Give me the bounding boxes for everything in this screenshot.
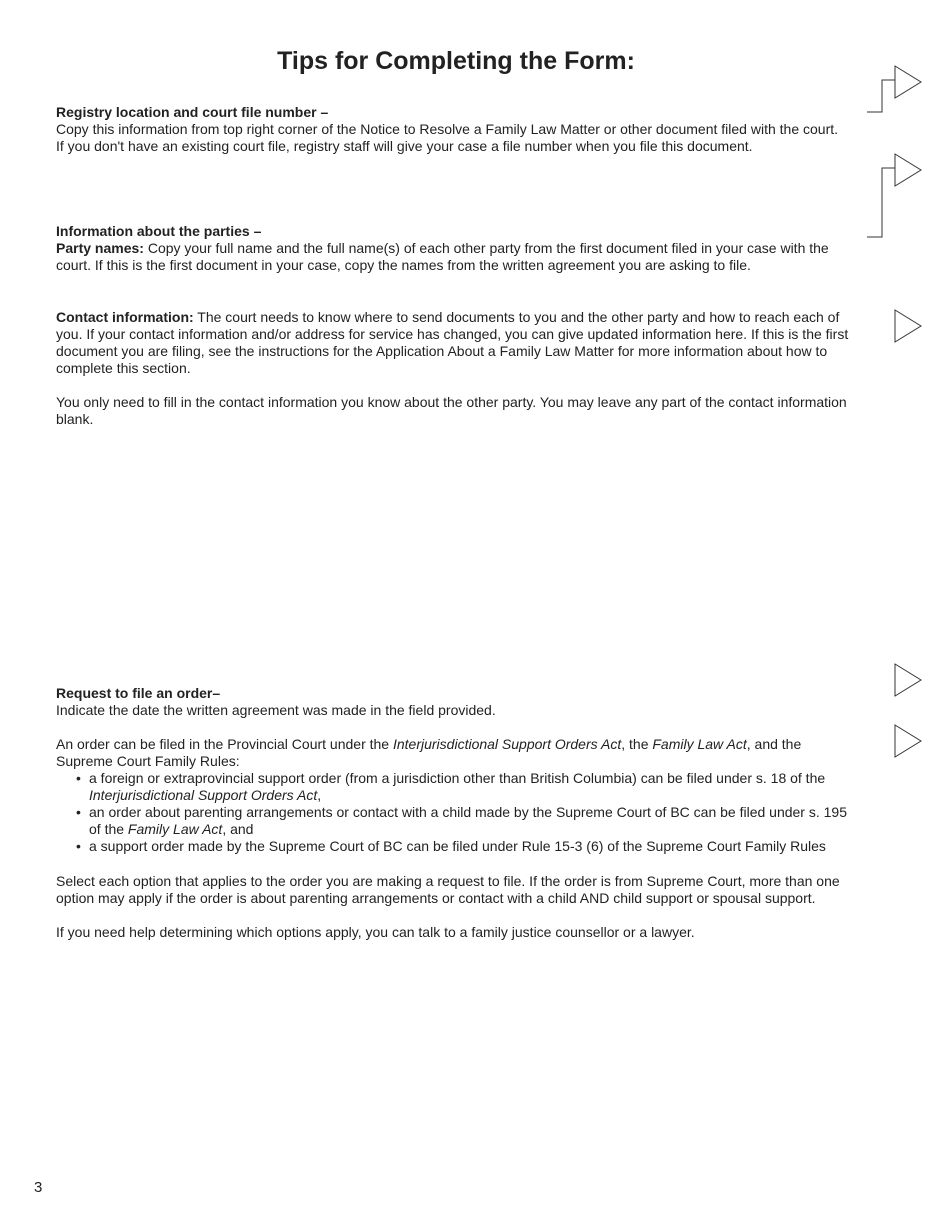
list-item-text: a support order made by the Supreme Court of BC can be filed under Rule 15-3 (6) of the Supreme Court Family Rules: [89, 838, 826, 854]
select-options-paragraph: Select each option that applies to the order you are making a request to file. If the order is from Supreme Court, more than one option may apply if the order is about parenting arrangements or contact with a child AND child support or spousal support.: [56, 873, 840, 906]
other-party-paragraph: You only need to fill in the contact information you know about the other party. You may leave any part of the contact information blank.: [56, 394, 847, 427]
order-intro-act: Family Law Act: [652, 736, 747, 752]
party-names-label: Party names:: [56, 240, 144, 256]
order-intro-part: An order can be filed in the Provincial Court under the: [56, 736, 393, 752]
order-intro-part: , and the Supreme Court Family Rules:: [56, 736, 802, 769]
list-item-text: a foreign or extraprovincial support order (from a jurisdiction other than British Columbia) can be filed under s. 18 of the: [89, 770, 826, 786]
request-heading: Request to file an order–: [56, 685, 221, 701]
help-paragraph: If you need help determining which options apply, you can talk to a family justice counsellor or a lawyer.: [56, 924, 695, 940]
arrow-flag-icon: [895, 664, 921, 696]
request-date-text: Indicate the date the written agreement was made in the field provided.: [56, 702, 496, 718]
arrow-flag-icon: [895, 725, 921, 757]
registry-line-1: Copy this information from top right corner of the Notice to Resolve a Family Law Matter or other document filed with the court.: [56, 121, 839, 137]
list-item-text: ,: [317, 787, 322, 803]
registry-heading: Registry location and court file number –: [56, 104, 329, 120]
bracket-line-icon: [867, 168, 895, 237]
list-item-act: Interjurisdictional Support Orders Act: [89, 787, 318, 803]
registry-line-2: If you don't have an existing court file, registry staff will give your case a file number when you file this document.: [56, 138, 753, 154]
arrow-flag-icon: [895, 310, 921, 342]
contact-label: Contact information:: [56, 309, 194, 325]
party-names-text: Copy your full name and the full name(s) of each other party from the first document filed in your case with the court. If this is the first document in your case, copy the names from the written agreement you are asking to file.: [56, 240, 829, 273]
list-item-act: Family Law Act: [127, 821, 223, 837]
order-intro-act: Interjurisdictional Support Orders Act: [392, 736, 622, 752]
parties-heading: Information about the parties –: [56, 223, 262, 239]
arrow-flag-icon: [895, 66, 921, 98]
order-intro-part: , the: [621, 736, 653, 752]
bracket-line-icon: [867, 80, 895, 112]
list-item-text: , and: [222, 821, 254, 837]
arrow-flag-icon: [895, 154, 921, 186]
page-title: Tips for Completing the Form:: [277, 47, 635, 75]
page-number: 3: [34, 1179, 43, 1196]
list-item-text: an order about parenting arrangements or contact with a child made by the Supreme Court of BC can be filed under s. 195 of the: [89, 804, 847, 837]
contact-text: The court needs to know where to send documents to you and the other party and how to reach each of you. If your contact information and/or address for service has changed, you can give updated information here. If this is the first document you are filing, see the instructions for the Application About a Family Law Matter for more information about how to complete this section.: [56, 309, 849, 376]
